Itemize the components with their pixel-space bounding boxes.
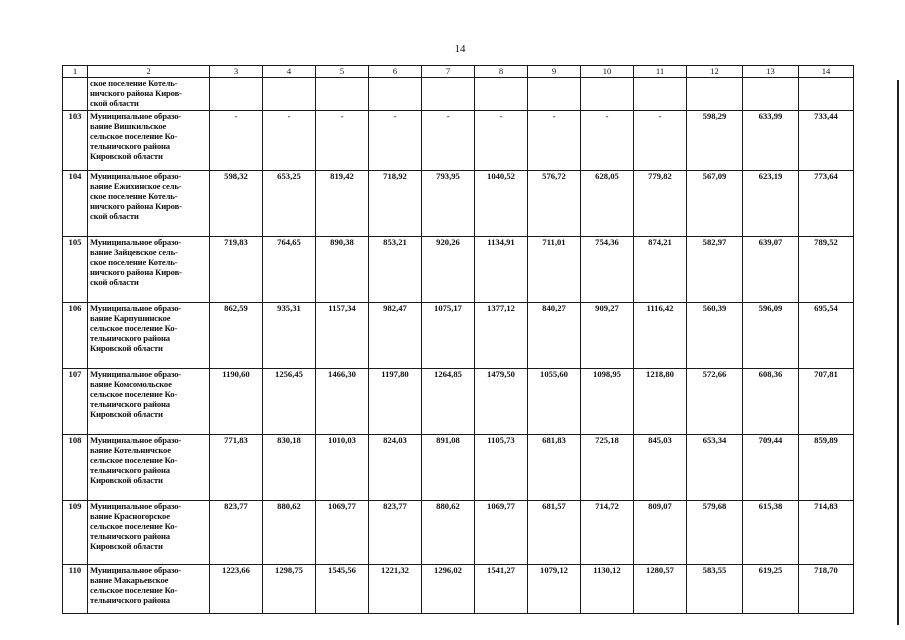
value-cell-col-9: 1079,12 — [528, 565, 581, 614]
value-cell-col-5: - — [316, 111, 369, 171]
value-cell-col-3 — [210, 78, 263, 111]
column-header-3: 3 — [210, 66, 263, 78]
municipality-name: ское поселение Котель- ничского района Киров- ской области — [88, 78, 210, 111]
value-cell-col-10: 909,27 — [581, 303, 634, 369]
table-body — [63, 78, 854, 614]
value-cell-col-13: 709,44 — [743, 435, 799, 501]
header-row — [63, 66, 854, 78]
value-cell-col-12: 653,34 — [687, 435, 743, 501]
value-cell-col-4: 880,62 — [263, 501, 316, 565]
value-cell-col-6: 824,03 — [369, 435, 422, 501]
value-cell-col-14: 695,54 — [799, 303, 854, 369]
row-number: 106 — [63, 303, 88, 369]
value-cell-col-7: 793,95 — [422, 171, 475, 237]
column-header-9: 9 — [528, 66, 581, 78]
column-header-8: 8 — [475, 66, 528, 78]
value-cell-col-6: 1221,32 — [369, 565, 422, 614]
page-number: 14 — [454, 43, 466, 55]
value-cell-col-14: 707,81 — [799, 369, 854, 435]
value-cell-col-6: 982,47 — [369, 303, 422, 369]
column-header-1: 1 — [63, 66, 88, 78]
row-number: 107 — [63, 369, 88, 435]
row-number: 105 — [63, 237, 88, 303]
value-cell-col-6: 718,92 — [369, 171, 422, 237]
value-cell-col-6 — [369, 78, 422, 111]
value-cell-col-9: 576,72 — [528, 171, 581, 237]
value-cell-col-7: - — [422, 111, 475, 171]
value-cell-col-12: 582,97 — [687, 237, 743, 303]
value-cell-col-12: 572,66 — [687, 369, 743, 435]
value-cell-col-11: 874,21 — [634, 237, 687, 303]
value-cell-col-12: 560,39 — [687, 303, 743, 369]
row-number: 104 — [63, 171, 88, 237]
value-cell-col-9: 840,27 — [528, 303, 581, 369]
value-cell-col-10: 1130,12 — [581, 565, 634, 614]
value-cell-col-7: 1075,17 — [422, 303, 475, 369]
scan-edge — [897, 80, 899, 625]
column-header-5: 5 — [316, 66, 369, 78]
value-cell-col-13: 639,07 — [743, 237, 799, 303]
value-cell-col-8: 1105,73 — [475, 435, 528, 501]
value-cell-col-8: 1040,52 — [475, 171, 528, 237]
value-cell-col-3: 598,32 — [210, 171, 263, 237]
value-cell-col-5: 1157,34 — [316, 303, 369, 369]
value-cell-col-7: 1264,85 — [422, 369, 475, 435]
value-cell-col-3: 1223,66 — [210, 565, 263, 614]
value-cell-col-14: 718,70 — [799, 565, 854, 614]
value-cell-col-11: - — [634, 111, 687, 171]
value-cell-col-4: - — [263, 111, 316, 171]
value-cell-col-14: 789,52 — [799, 237, 854, 303]
table-row — [63, 111, 854, 171]
value-cell-col-7: 920,26 — [422, 237, 475, 303]
value-cell-col-8: 1069,77 — [475, 501, 528, 565]
value-cell-col-3: 1190,60 — [210, 369, 263, 435]
municipality-name: Муниципальное образо- вание Красногорское сельское поселение Ко- тельничского района Кировской области — [88, 501, 210, 565]
municipality-name: Муниципальное образо- вание Вишкильское сельское поселение Ко- тельничского района Кировской области — [88, 111, 210, 171]
column-header-12: 12 — [687, 66, 743, 78]
value-cell-col-6: - — [369, 111, 422, 171]
value-cell-col-9: - — [528, 111, 581, 171]
table-row — [63, 435, 854, 501]
value-cell-col-3: 862,59 — [210, 303, 263, 369]
value-cell-col-3: 719,83 — [210, 237, 263, 303]
value-cell-col-13 — [743, 78, 799, 111]
value-cell-col-10: 754,36 — [581, 237, 634, 303]
value-cell-col-10: 725,18 — [581, 435, 634, 501]
value-cell-col-5: 890,38 — [316, 237, 369, 303]
municipality-name: Муниципальное образо- вание Котельничское сельское поселение Ко- тельничского района Кировской области — [88, 435, 210, 501]
value-cell-col-13: 615,38 — [743, 501, 799, 565]
value-cell-col-8: - — [475, 111, 528, 171]
value-cell-col-14 — [799, 78, 854, 111]
value-cell-col-8: 1541,27 — [475, 565, 528, 614]
column-header-2: 2 — [88, 66, 210, 78]
value-cell-col-8: 1134,91 — [475, 237, 528, 303]
value-cell-col-7: 891,08 — [422, 435, 475, 501]
row-number: 109 — [63, 501, 88, 565]
value-cell-col-10 — [581, 78, 634, 111]
value-cell-col-11: 779,82 — [634, 171, 687, 237]
row-number: 110 — [63, 565, 88, 614]
value-cell-col-10: 628,05 — [581, 171, 634, 237]
value-cell-col-5: 1069,77 — [316, 501, 369, 565]
table-row — [63, 565, 854, 614]
value-cell-col-7 — [422, 78, 475, 111]
column-header-10: 10 — [581, 66, 634, 78]
table-row — [63, 171, 854, 237]
row-number: 103 — [63, 111, 88, 171]
value-cell-col-4: 653,25 — [263, 171, 316, 237]
value-cell-col-12: 583,55 — [687, 565, 743, 614]
value-cell-col-5: 1545,56 — [316, 565, 369, 614]
value-cell-col-11: 1116,42 — [634, 303, 687, 369]
value-cell-col-11: 845,03 — [634, 435, 687, 501]
value-cell-col-14: 859,89 — [799, 435, 854, 501]
value-cell-col-12: 567,09 — [687, 171, 743, 237]
municipality-name: Муниципальное образо- вание Ежихинское сель- ское поселение Котель- ничского района Киров- ской области — [88, 171, 210, 237]
municipality-name: Муниципальное образо- вание Карпушинское сельское поселение Ко- тельничского района Кировской области — [88, 303, 210, 369]
column-header-4: 4 — [263, 66, 316, 78]
value-cell-col-13: 623,19 — [743, 171, 799, 237]
column-header-6: 6 — [369, 66, 422, 78]
value-cell-col-8 — [475, 78, 528, 111]
municipality-name: Муниципальное образо- вание Комсомольское сельское поселение Ко- тельничского района Кировской области — [88, 369, 210, 435]
value-cell-col-10: - — [581, 111, 634, 171]
value-cell-col-4: 764,65 — [263, 237, 316, 303]
value-cell-col-4: 1298,75 — [263, 565, 316, 614]
value-cell-col-12 — [687, 78, 743, 111]
value-cell-col-11 — [634, 78, 687, 111]
value-cell-col-5: 819,42 — [316, 171, 369, 237]
value-cell-col-5: 1010,03 — [316, 435, 369, 501]
value-cell-col-4: 1256,45 — [263, 369, 316, 435]
value-cell-col-11: 809,07 — [634, 501, 687, 565]
value-cell-col-14: 733,44 — [799, 111, 854, 171]
value-cell-col-12: 579,68 — [687, 501, 743, 565]
value-cell-col-4: 935,31 — [263, 303, 316, 369]
value-cell-col-7: 1296,02 — [422, 565, 475, 614]
value-cell-col-6: 1197,80 — [369, 369, 422, 435]
value-cell-col-5: 1466,30 — [316, 369, 369, 435]
table-row — [63, 78, 854, 111]
value-cell-col-11: 1280,57 — [634, 565, 687, 614]
municipality-name: Муниципальное образо- вание Макарьевское сельское поселение Ко- тельничского района — [88, 565, 210, 614]
value-cell-col-6: 823,77 — [369, 501, 422, 565]
value-cell-col-12: 598,29 — [687, 111, 743, 171]
value-cell-col-3: 823,77 — [210, 501, 263, 565]
tariff-table — [62, 65, 854, 614]
value-cell-col-3: - — [210, 111, 263, 171]
table-row — [63, 303, 854, 369]
value-cell-col-8: 1377,12 — [475, 303, 528, 369]
row-number: 108 — [63, 435, 88, 501]
value-cell-col-6: 853,21 — [369, 237, 422, 303]
value-cell-col-10: 1098,95 — [581, 369, 634, 435]
municipality-name: Муниципальное образо- вание Зайцевское сель- ское поселение Котель- ничского района Киров- ской области — [88, 237, 210, 303]
value-cell-col-8: 1479,50 — [475, 369, 528, 435]
value-cell-col-13: 608,36 — [743, 369, 799, 435]
value-cell-col-14: 714,83 — [799, 501, 854, 565]
value-cell-col-3: 771,83 — [210, 435, 263, 501]
value-cell-col-9 — [528, 78, 581, 111]
column-header-11: 11 — [634, 66, 687, 78]
column-header-7: 7 — [422, 66, 475, 78]
row-number — [63, 78, 88, 111]
table-row — [63, 369, 854, 435]
value-cell-col-13: 596,09 — [743, 303, 799, 369]
value-cell-col-13: 619,25 — [743, 565, 799, 614]
value-cell-col-9: 711,01 — [528, 237, 581, 303]
value-cell-col-9: 681,83 — [528, 435, 581, 501]
value-cell-col-4: 830,18 — [263, 435, 316, 501]
value-cell-col-9: 681,57 — [528, 501, 581, 565]
column-header-13: 13 — [743, 66, 799, 78]
value-cell-col-5 — [316, 78, 369, 111]
value-cell-col-9: 1055,60 — [528, 369, 581, 435]
value-cell-col-11: 1218,80 — [634, 369, 687, 435]
value-cell-col-13: 633,99 — [743, 111, 799, 171]
value-cell-col-4 — [263, 78, 316, 111]
value-cell-col-10: 714,72 — [581, 501, 634, 565]
column-header-14: 14 — [799, 66, 854, 78]
table-row — [63, 237, 854, 303]
value-cell-col-7: 880,62 — [422, 501, 475, 565]
table-row — [63, 501, 854, 565]
value-cell-col-14: 773,64 — [799, 171, 854, 237]
